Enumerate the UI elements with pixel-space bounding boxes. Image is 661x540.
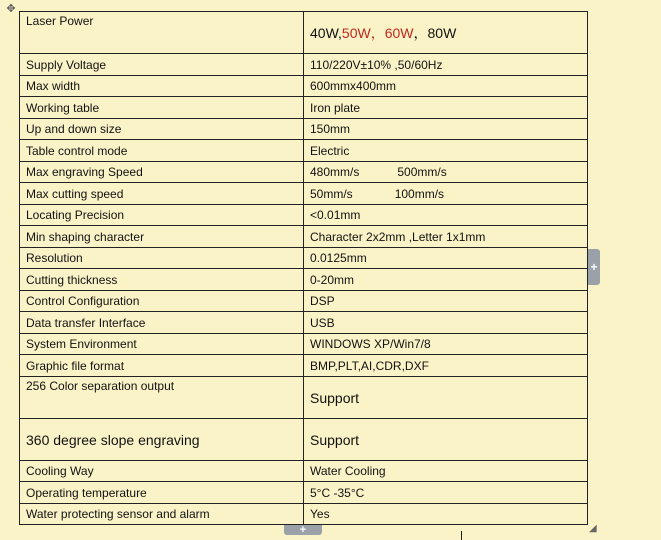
table-row xyxy=(20,312,588,334)
spec-label: Locating Precision xyxy=(20,205,304,226)
table-row xyxy=(20,97,588,119)
power-50w: 50W xyxy=(341,24,371,41)
spec-label: Table control mode xyxy=(20,140,304,162)
spec-label: Control Configuration xyxy=(20,291,304,312)
text-cursor xyxy=(461,531,462,540)
spec-value: 150mm xyxy=(304,119,588,140)
move-icon[interactable]: ✥ xyxy=(6,2,16,15)
table-row xyxy=(20,76,588,97)
spec-value: Support xyxy=(304,419,588,461)
spec-value: BMP,PLT,AI,CDR,DXF xyxy=(304,355,588,377)
table-row xyxy=(20,482,588,504)
table-row xyxy=(20,269,588,291)
spec-label: Graphic file format xyxy=(20,355,304,377)
engraving-speed-a: 480mm/s xyxy=(310,165,360,179)
spec-label: Supply Voltage xyxy=(20,54,304,76)
spec-value: 600mmx400mm xyxy=(304,76,588,97)
spec-value: Water Cooling xyxy=(304,461,588,482)
spec-table xyxy=(19,11,588,525)
spec-value: Character 2x2mm ,Letter 1x1mm xyxy=(304,226,588,248)
spec-value xyxy=(304,12,588,54)
spec-value xyxy=(304,162,588,183)
spec-label: Data transfer Interface xyxy=(20,312,304,334)
cutting-speed-b: 100mm/s xyxy=(394,186,445,201)
spec-label: Max cutting speed xyxy=(20,183,304,205)
table-row xyxy=(20,504,588,525)
spec-label: System Environment xyxy=(20,334,304,355)
spec-value xyxy=(304,183,588,205)
spec-value: 0.0125mm xyxy=(304,248,588,269)
table-row xyxy=(20,377,588,419)
spec-label: Cutting thickness xyxy=(20,269,304,291)
spec-value: 110/220V±10% ,50/60Hz xyxy=(304,54,588,76)
engraving-speed-b: 500mm/s xyxy=(397,165,447,179)
spec-label: Min shaping character xyxy=(20,226,304,248)
table-row xyxy=(20,140,588,162)
spec-label: Resolution xyxy=(20,248,304,269)
table-row xyxy=(20,12,588,54)
spec-label: Max engraving Speed xyxy=(20,162,304,183)
spec-value: Support xyxy=(304,377,588,419)
spec-label: Max width xyxy=(20,76,304,97)
table-row xyxy=(20,119,588,140)
power-40w: 40W, xyxy=(310,24,342,41)
table-row xyxy=(20,183,588,205)
spec-value: Electric xyxy=(304,140,588,162)
spec-label: Up and down size xyxy=(20,119,304,140)
separator: ， xyxy=(413,24,428,41)
table-row xyxy=(20,419,588,461)
add-column-button[interactable] xyxy=(588,249,600,285)
spec-value: 5°C -35°C xyxy=(304,482,588,504)
table-row xyxy=(20,162,588,183)
add-row-button[interactable] xyxy=(284,525,322,535)
table-row xyxy=(20,461,588,482)
separator: ， xyxy=(370,24,385,41)
spec-label: 360 degree slope engraving xyxy=(20,419,304,461)
table-row xyxy=(20,205,588,226)
table-row xyxy=(20,291,588,312)
spec-value: <0.01mm xyxy=(304,205,588,226)
plus-icon: + xyxy=(590,260,598,274)
spec-label: Water protecting sensor and alarm xyxy=(20,504,304,525)
spec-value: Yes xyxy=(304,504,588,525)
plus-icon: + xyxy=(299,523,307,536)
resize-icon[interactable]: ◢ xyxy=(589,523,597,534)
spec-label: Working table xyxy=(20,97,304,119)
spec-value: Iron plate xyxy=(304,97,588,119)
spec-label: Operating temperature xyxy=(20,482,304,504)
spec-value: USB xyxy=(304,312,588,334)
power-80w: 80W xyxy=(427,24,457,41)
table-row xyxy=(20,334,588,355)
spec-label: Laser Power xyxy=(20,12,304,54)
table-row xyxy=(20,355,588,377)
table-row xyxy=(20,54,588,76)
spec-value: 0-20mm xyxy=(304,269,588,291)
spec-label: Cooling Way xyxy=(20,461,304,482)
spec-value: DSP xyxy=(304,291,588,312)
cutting-speed-a: 50mm/s xyxy=(310,186,353,201)
table-row xyxy=(20,248,588,269)
power-60w: 60W xyxy=(384,24,414,41)
spec-label: 256 Color separation output xyxy=(20,377,304,419)
spec-value: WINDOWS XP/Win7/8 xyxy=(304,334,588,355)
table-row xyxy=(20,226,588,248)
